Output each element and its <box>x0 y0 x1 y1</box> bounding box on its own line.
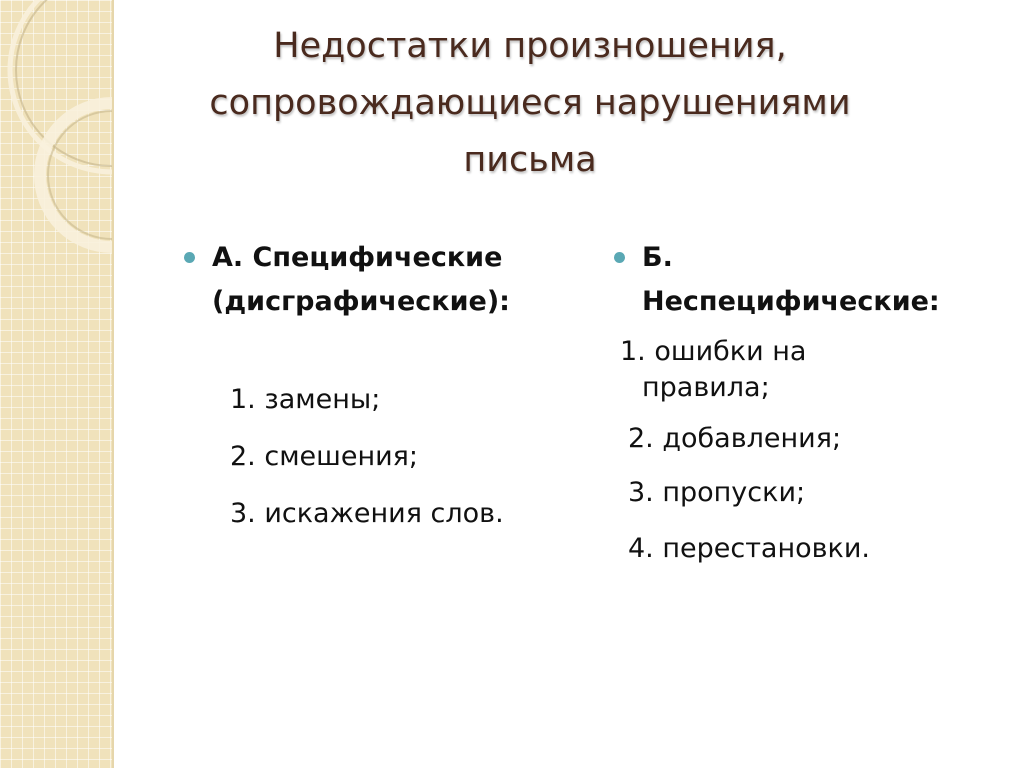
title-line: письма <box>463 140 597 180</box>
bullet-dot-icon <box>614 252 625 263</box>
decorative-rings-icon <box>0 0 112 260</box>
bullet-dot-icon <box>184 252 195 263</box>
heading-line: Б. <box>642 242 673 273</box>
list-item: 3. искажения слов. <box>230 498 504 529</box>
title-line: Недостатки произношения, <box>273 26 787 66</box>
list-item-line: 1. ошибки на <box>620 336 807 367</box>
heading-line: А. Специфические <box>212 242 503 273</box>
column-nonspecific <box>612 236 1012 567</box>
list-item-line: правила; <box>642 372 770 403</box>
sidebar-divider <box>112 0 114 768</box>
title-line: сопровождающиеся нарушениями <box>209 83 851 123</box>
column-heading <box>182 236 562 324</box>
slide-title <box>150 18 910 189</box>
list-item: 3. пропуски; <box>628 477 806 508</box>
list-item: 1. замены; <box>230 384 381 415</box>
column-specific <box>182 236 562 553</box>
column-heading <box>612 236 1012 324</box>
list-item: 2. добавления; <box>628 423 842 454</box>
item-list <box>182 382 562 532</box>
heading-line: Неспецифические: <box>642 286 940 317</box>
decorative-sidebar <box>0 0 112 768</box>
list-item <box>612 334 1012 406</box>
list-item: 4. перестановки. <box>628 533 870 564</box>
list-item: 2. смешения; <box>230 441 419 472</box>
item-list <box>612 334 1012 567</box>
heading-line: (дисграфические): <box>212 286 510 317</box>
